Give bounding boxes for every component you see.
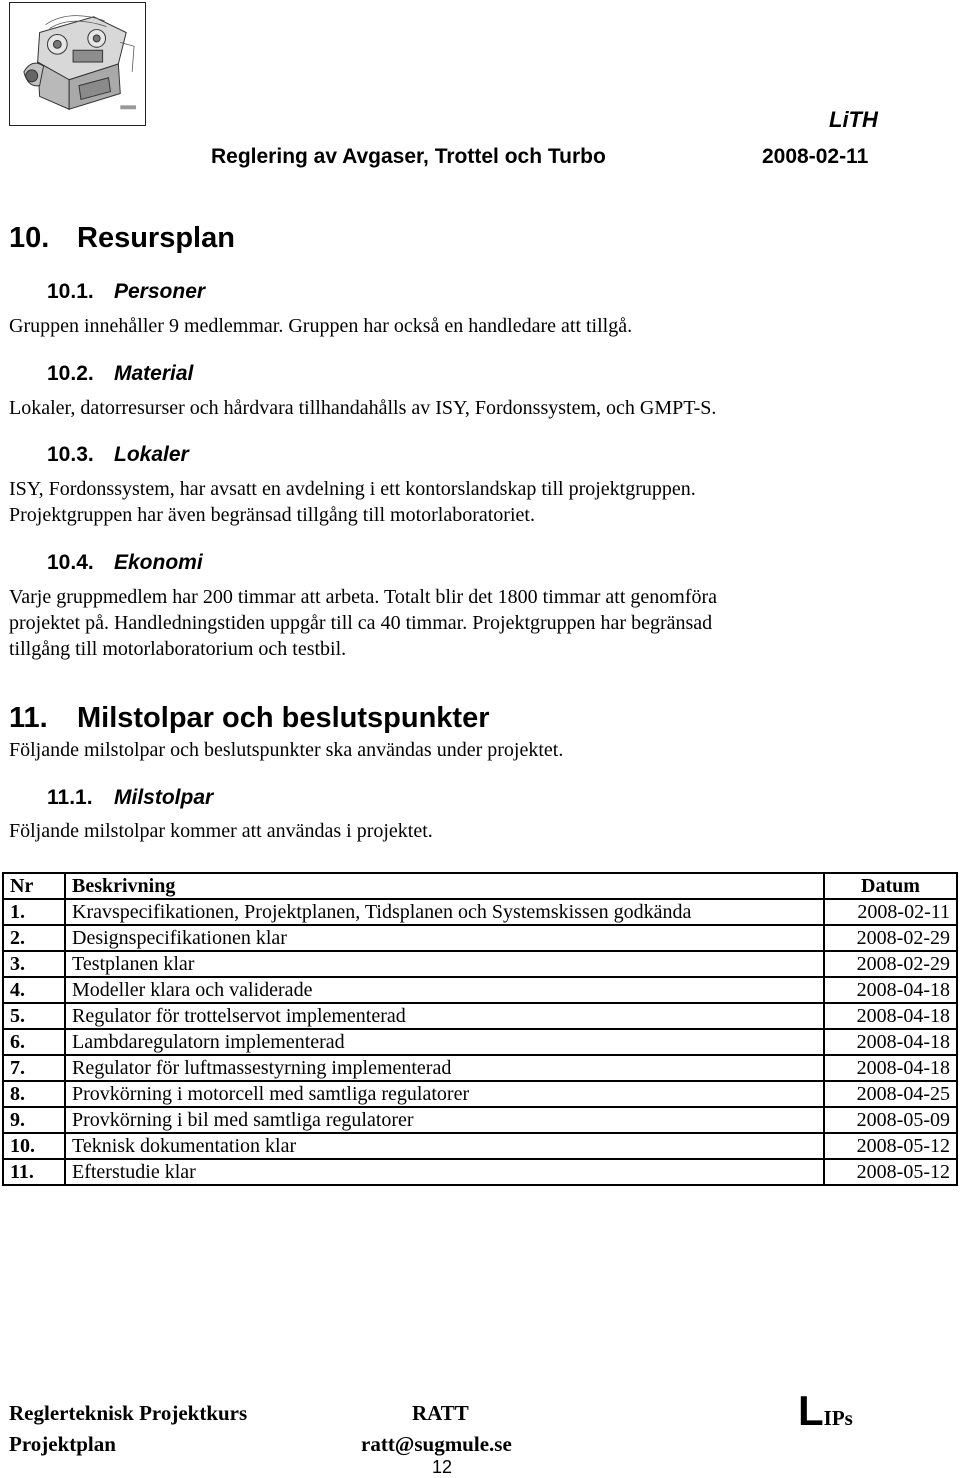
paragraph-milstolpar: Följande milstolpar kommer att användas i projektet.	[9, 820, 433, 842]
cell-nr: 6.	[3, 1029, 65, 1055]
heading-milstolpar-beslutspunkter	[9, 702, 490, 735]
table-row	[3, 1003, 957, 1029]
table-row	[3, 899, 957, 925]
cell-nr: 8.	[3, 1081, 65, 1107]
engine-image	[9, 2, 146, 126]
cell-nr: 10.	[3, 1133, 65, 1159]
heading-resursplan	[9, 222, 235, 255]
heading-text: Material	[114, 362, 194, 385]
header-datum: Datum	[824, 873, 957, 899]
milestone-table	[2, 872, 958, 1186]
cell-beskrivning: Regulator för trottelservot implementerad	[65, 1003, 824, 1029]
cell-datum: 2008-05-12	[824, 1133, 957, 1159]
cell-nr: 2.	[3, 925, 65, 951]
heading-number: 10.	[9, 222, 50, 254]
lips-logo	[798, 1387, 853, 1435]
table-row	[3, 1107, 957, 1133]
cell-nr: 11.	[3, 1159, 65, 1185]
heading-milstolpar	[47, 786, 213, 810]
paragraph-material: Lokaler, datorresurser och hårdvara tillhandahålls av ISY, Fordonssystem, och GMPT-S.	[9, 397, 717, 419]
footer-course: Reglerteknisk Projektkurs	[9, 1401, 248, 1425]
paragraph-line: Varje gruppmedlem har 200 timmar att arbeta. Totalt blir det 1800 timmar att genomföra	[9, 586, 718, 608]
cell-datum: 2008-02-29	[824, 951, 957, 977]
paragraph-line: Projektgruppen har även begränsad tillgång till motorlaboratoriet.	[9, 504, 535, 526]
cell-beskrivning: Designspecifikationen klar	[65, 925, 824, 951]
table-row	[3, 1081, 957, 1107]
cell-datum: 2008-05-09	[824, 1107, 957, 1133]
paragraph-personer: Gruppen innehåller 9 medlemmar. Gruppen har också en handledare att tillgå.	[9, 315, 633, 337]
cell-datum: 2008-05-12	[824, 1159, 957, 1185]
paragraph-line: projektet på. Handledningstiden uppgår till ca 40 timmar. Projektgruppen har begränsad	[9, 612, 713, 634]
cell-beskrivning: Kravspecifikationen, Projektplanen, Tidsplanen och Systemskissen godkända	[65, 899, 824, 925]
header-beskrivning: Beskrivning	[65, 873, 824, 899]
table-row	[3, 1029, 957, 1055]
header-title: Reglering av Avgaser, Trottel och Turbo	[211, 145, 606, 168]
cell-beskrivning: Efterstudie klar	[65, 1159, 824, 1185]
cell-datum: 2008-04-18	[824, 1055, 957, 1081]
table-row	[3, 951, 957, 977]
paragraph-line: ISY, Fordonssystem, har avsatt en avdelning i ett kontorslandskap till projektgruppen.	[9, 478, 696, 500]
cell-datum: 2008-02-29	[824, 925, 957, 951]
heading-number: 10.1.	[47, 280, 94, 303]
heading-text: Personer	[114, 280, 206, 303]
cell-datum: 2008-04-18	[824, 1003, 957, 1029]
heading-number: 11.	[9, 702, 48, 734]
cell-nr: 9.	[3, 1107, 65, 1133]
cell-datum: 2008-04-18	[824, 1029, 957, 1055]
cell-beskrivning: Modeller klara och validerade	[65, 977, 824, 1003]
heading-ekonomi	[47, 551, 203, 575]
page-number: 12	[432, 1457, 453, 1477]
table-header-row	[3, 873, 957, 899]
cell-nr: 1.	[3, 899, 65, 925]
paragraph-line: tillgång till motorlaboratorium och testbil.	[9, 638, 347, 660]
paragraph-intro: Följande milstolpar och beslutspunkter ska användas under projektet.	[9, 739, 564, 761]
cell-beskrivning: Provkörning i motorcell med samtliga regulatorer	[65, 1081, 824, 1107]
heading-lokaler	[47, 443, 189, 467]
heading-material	[47, 362, 193, 386]
lips-logo-text: IPs	[823, 1406, 853, 1430]
header-date: 2008-02-11	[762, 145, 869, 168]
engine-icon	[10, 3, 145, 125]
heading-text: Ekonomi	[114, 551, 203, 574]
lips-logo-letter: L	[798, 1387, 824, 1434]
cell-beskrivning: Teknisk dokumentation klar	[65, 1133, 824, 1159]
footer-group: RATT	[412, 1401, 469, 1425]
table-row	[3, 977, 957, 1003]
cell-nr: 5.	[3, 1003, 65, 1029]
table-row	[3, 925, 957, 951]
heading-text: Resursplan	[77, 222, 235, 254]
header-nr: Nr	[3, 873, 65, 899]
cell-nr: 3.	[3, 951, 65, 977]
table-row	[3, 1159, 957, 1185]
table-row	[3, 1133, 957, 1159]
heading-personer	[47, 280, 205, 304]
cell-beskrivning: Lambdaregulatorn implementerad	[65, 1029, 824, 1055]
table-row	[3, 1055, 957, 1081]
heading-text: Milstolpar	[114, 786, 214, 809]
footer-doc: Projektplan	[9, 1432, 116, 1456]
heading-number: 11.1.	[47, 786, 93, 809]
heading-text: Lokaler	[114, 443, 189, 466]
cell-beskrivning: Testplanen klar	[65, 951, 824, 977]
heading-text: Milstolpar och beslutspunkter	[77, 702, 490, 734]
heading-number: 10.2.	[47, 362, 94, 385]
cell-datum: 2008-04-25	[824, 1081, 957, 1107]
cell-beskrivning: Regulator för luftmassestyrning implementerad	[65, 1055, 824, 1081]
footer-email[interactable]: ratt@sugmule.se	[361, 1432, 512, 1456]
cell-nr: 7.	[3, 1055, 65, 1081]
lith-logo: LiTH	[829, 107, 878, 132]
cell-nr: 4.	[3, 977, 65, 1003]
cell-datum: 2008-04-18	[824, 977, 957, 1003]
cell-datum: 2008-02-11	[824, 899, 957, 925]
heading-number: 10.4.	[47, 551, 94, 574]
cell-beskrivning: Provkörning i bil med samtliga regulatorer	[65, 1107, 824, 1133]
heading-number: 10.3.	[47, 443, 94, 466]
